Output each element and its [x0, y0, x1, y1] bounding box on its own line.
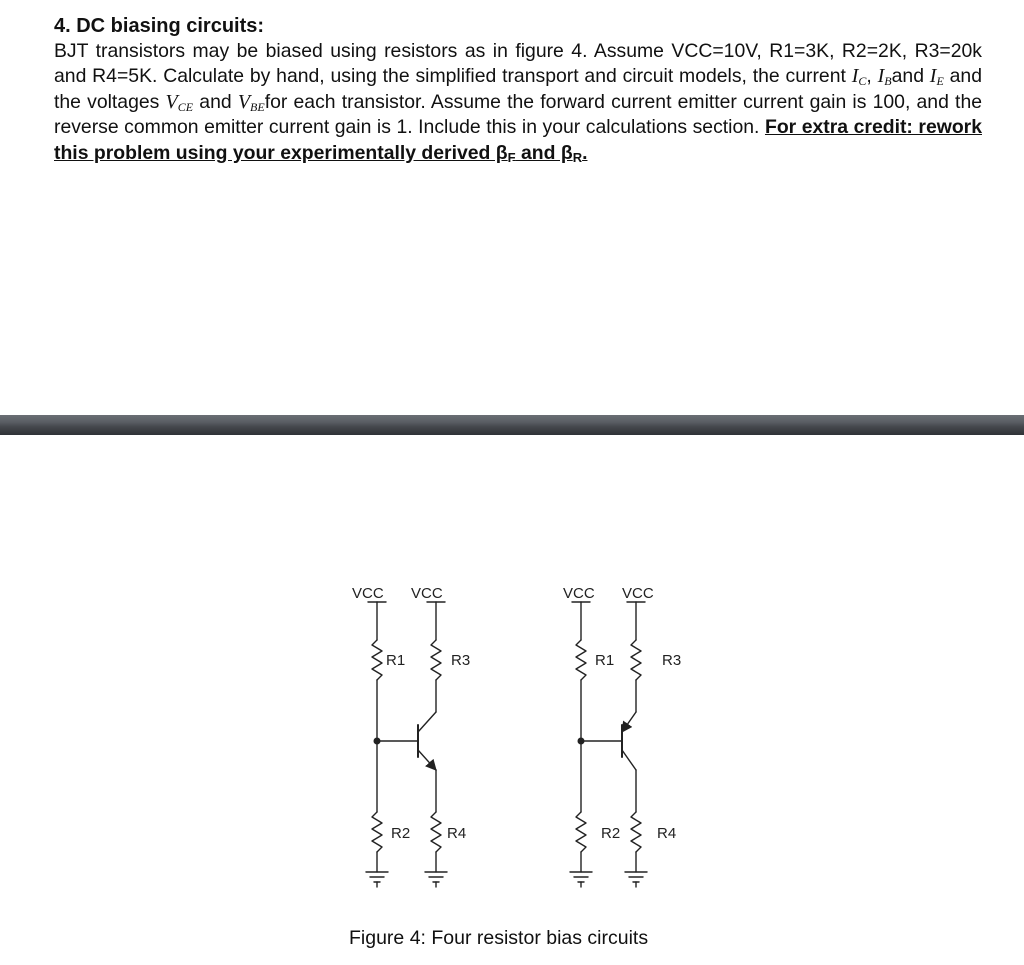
resistor-r1-icon: [576, 640, 586, 680]
resistor-r2-icon: [372, 812, 382, 852]
r4-label: R4: [657, 825, 677, 842]
resistor-r4-icon: [631, 812, 641, 852]
vcc-label: VCC: [622, 585, 654, 602]
vcc-label: VCC: [352, 585, 384, 602]
resistor-r4-icon: [431, 812, 441, 852]
resistor-r1-icon: [372, 640, 382, 680]
ground-icon: [425, 872, 447, 887]
ie-symbol: $I_E$: [929, 65, 944, 89]
extra-credit-text: For extra credit: rework this problem using your experimentally derived $\beta_F$ and $\beta_R$.: [54, 116, 982, 165]
ground-icon: [570, 872, 592, 887]
separator: ,: [866, 65, 878, 88]
resistor-r2-icon: [576, 812, 586, 852]
statement-continued: for each transistor. Assume the forward current emitter current gain is 100, and the reverse common emitter current gain is 1. Include this in your calculations section.: [54, 90, 983, 139]
resistor-r3-icon: [631, 640, 641, 680]
vcc-label: VCC: [411, 585, 443, 602]
pnp-bias-circuit: [570, 602, 647, 887]
r1-label: R1: [386, 652, 406, 669]
figure-caption: Figure 4: Four resistor bias circuits: [349, 927, 649, 949]
npn-bias-circuit: [366, 602, 447, 887]
vce-symbol: $V_{CE}$: [165, 90, 194, 114]
r3-label: R3: [451, 652, 471, 669]
ib-symbol: $I_B$: [877, 65, 892, 89]
r1-label: R1: [595, 652, 615, 669]
statement-intro: BJT transistors may be biased using resistors as in figure 4. Assume VCC=10V, R1=3K, R2=2K, R3=20k and R4=5K. Calculate by hand, using the simplified transport and circuit models, the current: [54, 40, 982, 88]
ground-icon: [625, 872, 647, 887]
r2-label: R2: [601, 825, 621, 842]
r3-label: R3: [662, 652, 682, 669]
r4-label: R4: [447, 825, 467, 842]
junction-dot: [374, 738, 381, 745]
and-text: and: [193, 90, 238, 113]
r2-label: R2: [391, 825, 411, 842]
voltages-text: and the voltages: [54, 65, 982, 113]
problem-heading: 4. DC biasing circuits:: [54, 15, 265, 37]
ground-icon: [366, 872, 388, 887]
and-text: and: [891, 65, 930, 88]
vcc-label: VCC: [563, 585, 595, 602]
ic-symbol: $I_C$: [851, 65, 867, 89]
junction-dot: [578, 738, 585, 745]
vbe-symbol: $V_{BE}$: [237, 90, 265, 114]
resistor-r3-icon: [431, 640, 441, 680]
